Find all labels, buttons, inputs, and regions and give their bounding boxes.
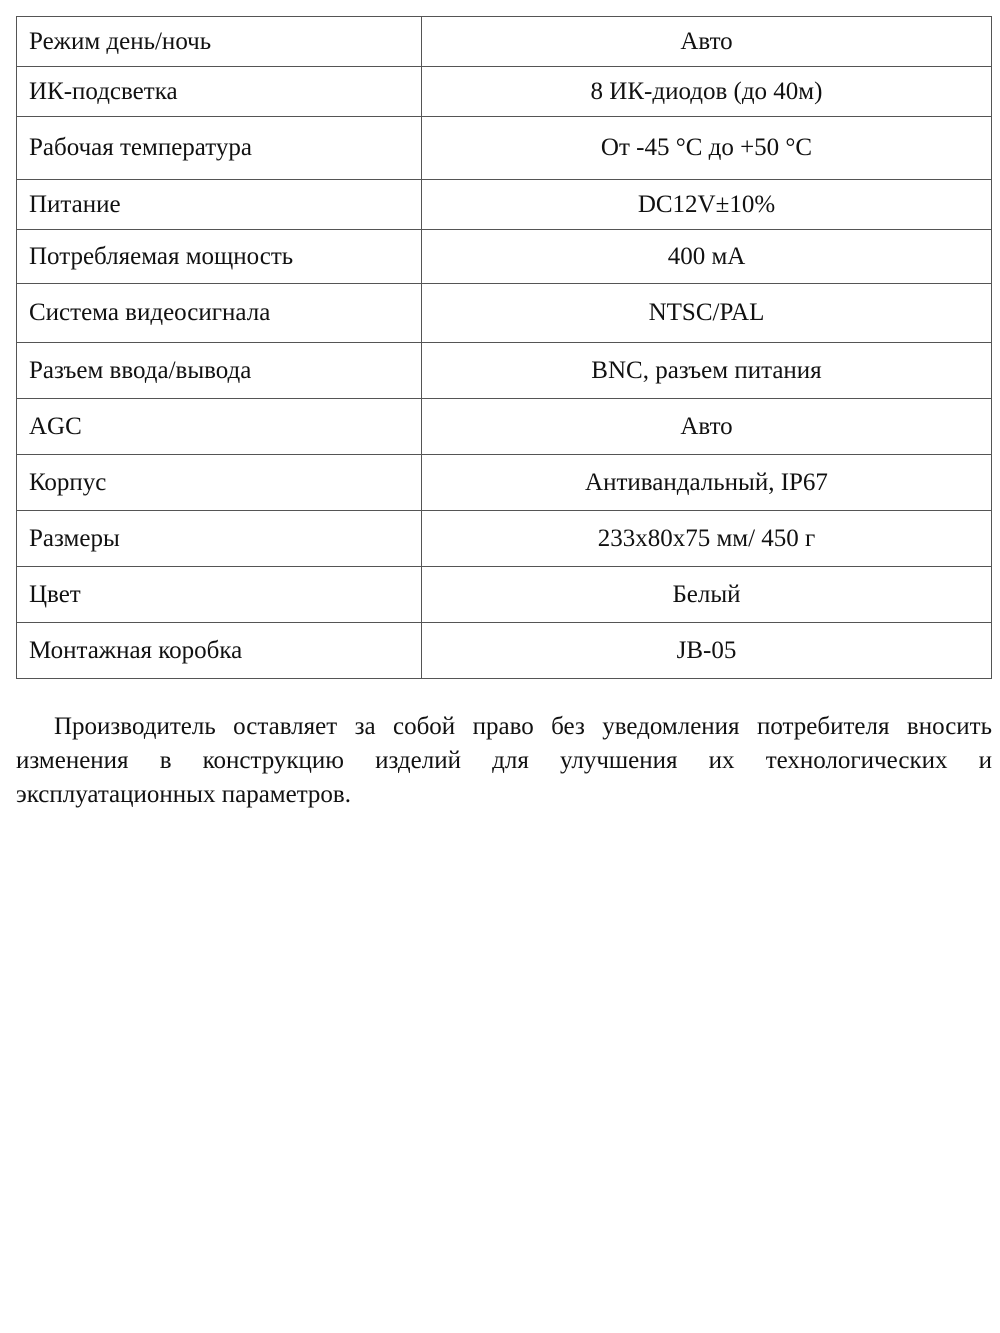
table-row xyxy=(17,623,992,679)
table-row xyxy=(17,567,992,623)
spec-value: NTSC/PAL xyxy=(422,284,992,343)
table-row xyxy=(17,180,992,230)
spec-label: Корпус xyxy=(17,455,422,511)
disclaimer-paragraph: Производитель оставляет за собой право без уведомления потребителя вносить изменения в конструкцию изделий для улучшения их технологических и эксплуатационных параметров. xyxy=(16,713,992,808)
spec-value: Антивандальный, IP67 xyxy=(422,455,992,511)
spec-label: AGC xyxy=(17,399,422,455)
table-row xyxy=(17,67,992,117)
spec-label: Монтажная коробка xyxy=(17,623,422,679)
spec-label: Режим день/ночь xyxy=(17,17,422,67)
table-row xyxy=(17,455,992,511)
table-row xyxy=(17,399,992,455)
spec-value: DC12V±10% xyxy=(422,180,992,230)
table-row xyxy=(17,17,992,67)
spec-label: Разъем ввода/вывода xyxy=(17,343,422,399)
spec-label: Размеры xyxy=(17,511,422,567)
table-row xyxy=(17,284,992,343)
spec-label: Цвет xyxy=(17,567,422,623)
spec-label: Система видеосигнала xyxy=(17,284,422,343)
spec-label: ИК-подсветка xyxy=(17,67,422,117)
spec-value: BNC, разъем питания xyxy=(422,343,992,399)
spec-label: Рабочая температура xyxy=(17,117,422,180)
table-row xyxy=(17,230,992,284)
spec-value: Авто xyxy=(422,399,992,455)
spec-value: 400 мА xyxy=(422,230,992,284)
spec-value: 233x80x75 мм/ 450 г xyxy=(422,511,992,567)
spec-label: Потребляемая мощность xyxy=(17,230,422,284)
spec-value: JB-05 xyxy=(422,623,992,679)
table-row xyxy=(17,511,992,567)
spec-value: От -45 °C до +50 °C xyxy=(422,117,992,180)
specifications-table xyxy=(16,16,992,679)
spec-value: Белый xyxy=(422,567,992,623)
spec-value: Авто xyxy=(422,17,992,67)
spec-value: 8 ИК-диодов (до 40м) xyxy=(422,67,992,117)
table-row xyxy=(17,117,992,180)
spec-label: Питание xyxy=(17,180,422,230)
table-row xyxy=(17,343,992,399)
